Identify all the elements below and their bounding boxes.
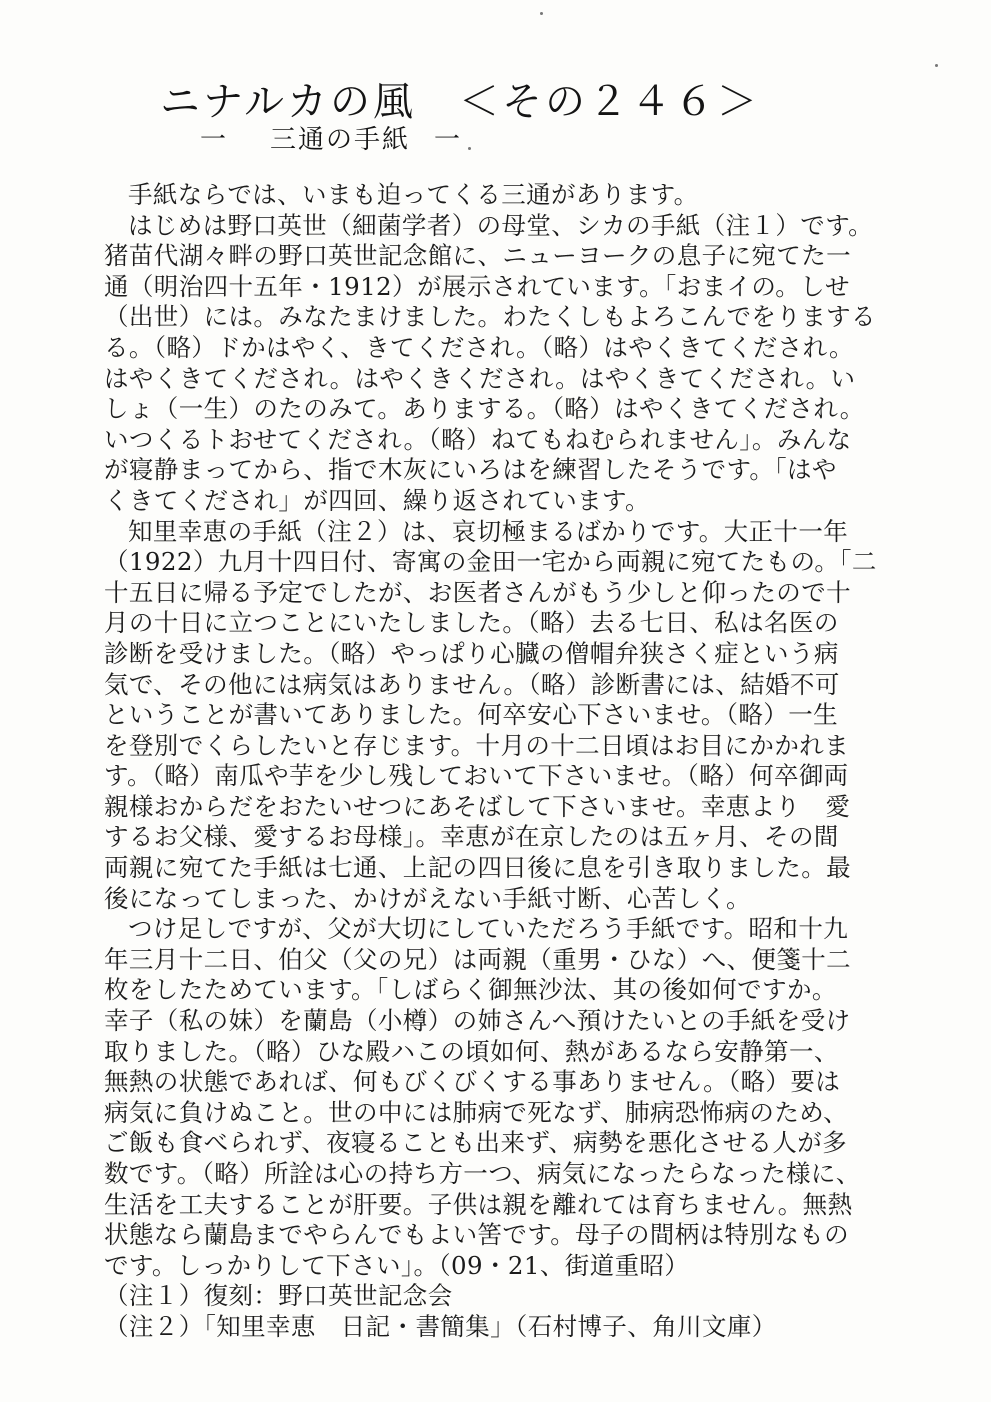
text-line: しょ（一生）のたのみて。ありまする。（略）はやくきてくだされ。 bbox=[104, 394, 865, 424]
text-line: 通（明治四十五年・1912）が展示されています。「おまイの。しせ bbox=[104, 271, 850, 301]
text-line: ということが書いてありました。何卒安心下さいませ。（略）一生 bbox=[104, 700, 839, 730]
text-line: 手紙ならでは、いまも迫ってくる三通があります。 bbox=[128, 180, 699, 209]
text-line: 年三月十二日、伯父（父の兄）は両親（重男・ひな）へ、便箋十二 bbox=[104, 944, 851, 974]
text-line: （注２）「知里幸恵 日記・書簡集」（石村博子、角川文庫） bbox=[104, 1311, 777, 1341]
text-line: を登別でくらしたいと存じます。十月の十二日頃はお目にかかれま bbox=[104, 730, 850, 760]
text-line: が寝静まってから、指で木灰にいろはを練習したそうです。「はや bbox=[104, 455, 837, 485]
body-text bbox=[104, 180, 877, 1343]
scan-speck bbox=[935, 64, 938, 67]
text-line: 数です。（略）所詮は心の持ち方一つ、病気になったらなった様に、 bbox=[104, 1159, 861, 1188]
text-line: 生活を工夫することが肝要。子供は親を離れては育ちません。無熱 bbox=[104, 1189, 853, 1219]
text-line: （注１）復刻：野口英世記念会 bbox=[104, 1281, 453, 1311]
scan-speck bbox=[468, 147, 471, 150]
text-line: いつくるトおせてくだされ。（略）ねてもねむられません」。みんな bbox=[104, 424, 852, 454]
text-line: 両親に宛てた手紙は七通、上記の四日後に息を引き取りました。最 bbox=[104, 853, 851, 883]
text-line: 取りました。（略）ひな殿ハこの頃如何、熱があるなら安静第一、 bbox=[104, 1036, 839, 1066]
text-line: つけ足しですが、父が大切にしていただろう手紙です。昭和十九 bbox=[128, 914, 849, 944]
text-line: はじめは野口英世（細菌学者）の母堂、シカの手紙（注１）です。 bbox=[128, 210, 874, 240]
text-line: 猪苗代湖々畔の野口英世記念館に、ニューヨークの息子に宛てた一 bbox=[104, 241, 851, 271]
text-line: 枚をしたためています。「しばらく御無沙汰、其の後如何ですか。 bbox=[104, 975, 837, 1005]
text-line: くきてくだされ」が四回、繰り返されています。 bbox=[104, 485, 650, 515]
text-line: 幸子（私の妹）を蘭島（小樽）の姉さんへ預けたいとの手紙を受け bbox=[104, 1006, 851, 1036]
text-line: 無熱の状態であれば、何もびくびくする事ありません。（略）要は bbox=[104, 1067, 841, 1097]
text-line: 十五日に帰る予定でしたが、お医者さんがもう少しと仰ったので十 bbox=[104, 577, 851, 607]
text-line: 病気に負けぬこと。世の中には肺病で死なず、肺病恐怖病のため、 bbox=[104, 1097, 849, 1127]
text-line: （出世）には。みなたまけました。わたくしもよろこんでをりまする bbox=[104, 302, 876, 332]
text-line: る。（略）ドかはやく、きてくだされ。（略）はやくきてくだされ。 bbox=[104, 332, 854, 362]
text-line: 気で、その他には病気はありません。（略）診断書には、結婚不可 bbox=[104, 669, 840, 699]
scan-speck bbox=[540, 12, 543, 15]
text-line: 後になってしまった、かけがえない手紙寸断、心苦しく。 bbox=[104, 883, 751, 913]
subtitle-dash-right: 一 bbox=[434, 125, 461, 155]
page-title: ニナルカの風 ＜その２４６＞ bbox=[160, 79, 760, 125]
text-line: するお父様、愛するお母様」。幸恵が在京したのは五ヶ月、その間 bbox=[104, 822, 839, 852]
text-line: す。（略）南瓜や芋を少し残しておいて下さいませ。（略）何卒御両 bbox=[104, 761, 849, 791]
text-line: 月の十日に立つことにいたしました。（略）去る七日、私は名医の bbox=[104, 608, 839, 638]
text-line: です。しっかりして下さい」。（09・21、街道重昭） bbox=[104, 1250, 690, 1280]
subtitle-text: 三通の手紙 bbox=[270, 125, 411, 155]
text-line: 状態なら蘭島までやらんでもよい筈です。母子の間柄は特別なもの bbox=[104, 1220, 850, 1250]
text-line: はやくきてくだされ。はやくきくだされ。はやくきてくだされ。い bbox=[104, 363, 856, 393]
subtitle-dash-left: 一 bbox=[200, 125, 227, 155]
page-subtitle bbox=[200, 124, 460, 156]
text-line: （1922）九月十四日付、寄寓の金田一宅から両親に宛てたもの。「二 bbox=[104, 547, 877, 577]
text-line: 知里幸恵の手紙（注２）は、哀切極まるばかりです。大正十一年 bbox=[128, 516, 849, 546]
text-line: 親様おからだをおたいせつにあそばして下さいませ。幸恵より 愛 bbox=[104, 791, 851, 821]
text-line: 診断を受けました。（略）やっぱり心臓の僧帽弁狭さく症という病 bbox=[104, 638, 839, 668]
text-line: ご飯も食べられず、夜寝ることも出来ず、病勢を悪化させる人が多 bbox=[104, 1128, 848, 1158]
